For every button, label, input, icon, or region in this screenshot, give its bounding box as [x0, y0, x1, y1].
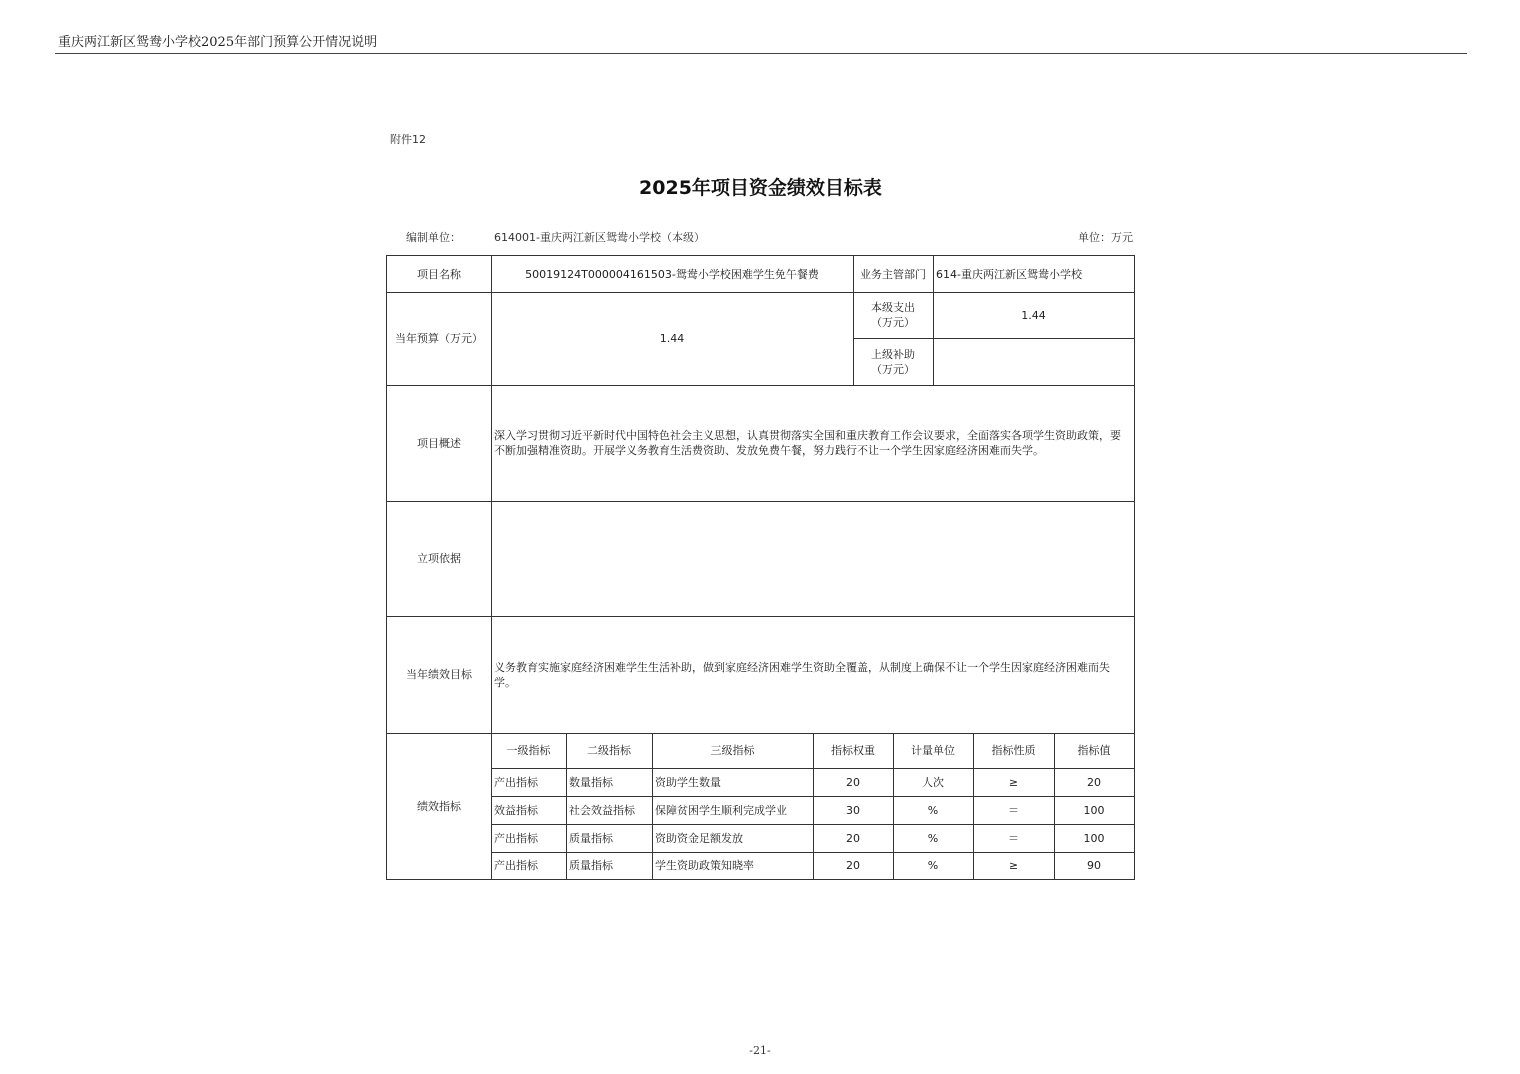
indicator-level2: 社会效益指标	[569, 803, 635, 817]
own-expense-value: 1.44	[1021, 308, 1046, 322]
indicator-nature: ＝	[1008, 803, 1019, 817]
indicator-header: 指标值	[1077, 744, 1111, 757]
indicator-value: 90	[1087, 859, 1101, 872]
header-rule	[55, 53, 1467, 54]
org-label: 编制单位：	[406, 231, 461, 244]
goal-value: 义务教育实施家庭经济困难学生生活补助，做到家庭经济困难学生资助全覆盖，从制度上确保不让一个学生因家庭经济困难而失学。	[494, 660, 1110, 689]
indicator-level3: 保障贫困学生顺利完成学业	[655, 803, 787, 817]
indicator-level3: 学生资助政策知晓率	[655, 859, 754, 872]
budget-label: 当年预算（万元）	[395, 332, 483, 345]
basis-value	[491, 501, 1134, 616]
indicator-weight: 20	[846, 859, 860, 872]
indicator-level1: 效益指标	[494, 803, 538, 817]
dept-label: 业务主管部门	[860, 267, 926, 281]
indicator-header: 指标性质	[991, 744, 1036, 757]
indicator-level2: 质量指标	[569, 859, 613, 872]
indicator-weight: 30	[846, 803, 860, 817]
superior-subsidy-label: 上级补助（万元）	[871, 347, 915, 376]
dept-value: 614-重庆两江新区鸳鸯小学校	[936, 267, 1082, 281]
indicator-header: 二级指标	[587, 744, 631, 757]
indicator-level1: 产出指标	[494, 859, 538, 872]
basis-label: 立项依据	[417, 552, 461, 565]
indicator-unit: 人次	[922, 775, 944, 789]
project-name-value: 50019124T000004161503-鸳鸯小学校困难学生免午餐费	[525, 267, 819, 281]
indicator-level1: 产出指标	[494, 831, 538, 845]
overview-label: 项目概述	[417, 436, 461, 450]
running-header: 重庆两江新区鸳鸯小学校2025年部门预算公开情况说明	[58, 35, 378, 50]
indicators-label: 绩效指标	[417, 799, 461, 813]
indicator-unit: %	[927, 803, 939, 817]
indicator-unit: %	[927, 831, 939, 845]
document-title: 2025年项目资金绩效目标表	[639, 177, 882, 199]
org-value: 614001-重庆两江新区鸳鸯小学校（本级）	[494, 231, 705, 244]
indicator-nature: ≥	[1008, 775, 1019, 789]
performance-form-table	[386, 255, 1135, 880]
indicator-level1: 产出指标	[494, 775, 538, 789]
indicator-value: 100	[1083, 831, 1105, 845]
overview-value: 深入学习贯彻习近平新时代中国特色社会主义思想，认真贯彻落实全国和重庆教育工作会议要求，全面落实各项学生资助政策，要不断加强精准资助。开展学义务教育生活费资助、发放免费午餐，努力践行不让一个学生因家庭经济困难而失学。	[494, 429, 1121, 457]
indicator-level2: 质量指标	[569, 831, 613, 845]
unit-label: 单位：万元	[1078, 231, 1133, 244]
indicator-level3: 资助资金足额发放	[655, 831, 743, 845]
own-expense-label: 本级支出（万元）	[871, 301, 915, 329]
indicator-nature: ＝	[1008, 831, 1019, 845]
indicator-weight: 20	[846, 831, 860, 845]
indicator-weight: 20	[846, 775, 860, 789]
indicator-level3: 资助学生数量	[655, 775, 721, 789]
budget-value: 1.44	[659, 332, 685, 345]
indicator-value: 20	[1087, 775, 1101, 789]
page-number: -21-	[749, 1044, 771, 1057]
indicator-header: 三级指标	[710, 744, 755, 757]
indicator-header: 计量单位	[911, 744, 955, 757]
attachment-label: 附件12	[390, 133, 426, 146]
indicator-header: 一级指标	[506, 744, 551, 757]
goal-label: 当年绩效目标	[406, 668, 472, 681]
indicator-level2: 数量指标	[569, 775, 613, 789]
indicator-header: 指标权重	[831, 744, 875, 757]
indicator-nature: ≥	[1008, 859, 1019, 872]
indicator-unit: %	[927, 859, 939, 872]
superior-subsidy-value	[933, 338, 1134, 385]
project-name-label: 项目名称	[417, 267, 461, 281]
indicator-value: 100	[1083, 803, 1105, 817]
